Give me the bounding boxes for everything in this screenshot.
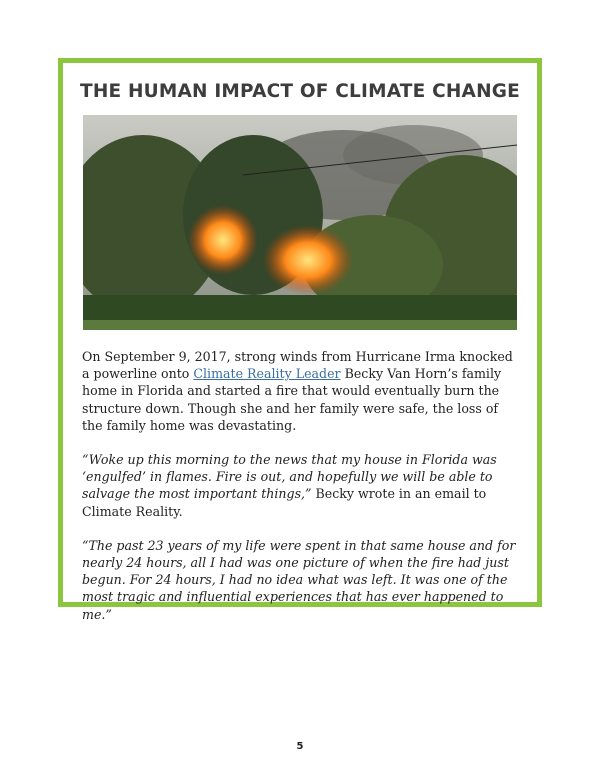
paragraph-quote-2: “The past 23 years of my life were spent in that same house and for nearly 24 hours, all I had was one picture of when the fire had just begun. For 24 hours, I had no idea what was left. It was one of the most tragic and influential experiences that has ever happened to me.” — [82, 537, 516, 622]
house-fire-photo — [83, 115, 517, 330]
paragraph-quote-1: “Woke up this morning to the news that my house in Florida was ‘engulfed’ in flames. Fire is out, and hopefully we will be able to salvage the most important things,” Becky wrote in an email to Climate Reality. — [82, 452, 497, 519]
article-body — [82, 348, 522, 640]
page-title: THE HUMAN IMPACT OF CLIMATE CHANGE — [80, 81, 520, 102]
climate-reality-leader-link[interactable]: Climate Reality Leader — [193, 366, 341, 382]
content-frame — [58, 58, 542, 622]
page-number: 5 — [296, 741, 304, 752]
paragraph-intro: On September 9, 2017, strong winds from Hurricane Irma knocked a powerline onto Climate Reality Leader Becky Van Horn’s family home in Florida and started a fire that would eventually burn the structure down. Though she and her family were safe, the loss of the family home was devastating. — [82, 349, 513, 433]
